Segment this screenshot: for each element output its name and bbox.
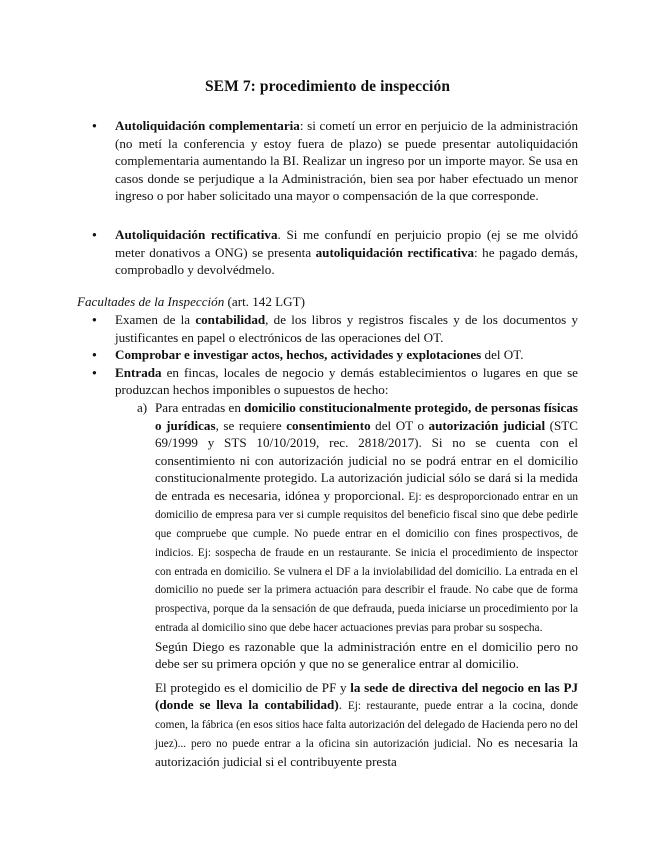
autoliquidacion-list — [115, 117, 578, 279]
list-item: ● Comprobar e investigar actos, hechos, actividades y explotaciones del OT. — [115, 346, 578, 364]
facultades-heading: Facultades de la Inspección (art. 142 LGT) — [77, 294, 305, 309]
example-note: Ej: es desproporcionado entrar en un domicilio de empresa para ver si cumple requisitos del beneficio fiscal sino que debe pedirle que compruebe que cumple. No puede entrar en el domicilio con fines prospectivos, de indicios. Ej: sospecha de fraude en un restaurante. Se inicia el procedimiento de inspector con entrada en domicilio. Se vulnera el DF a la inviolabilidad del domicilio. La entrada en el domicilio no puede ser la primera actuación para describir el fraude. No cabe que de forma prospectiva, porque da la sensación de que defrauda, pueda iniciarse un procedimiento por la entrada al domicilio sino que debe hacer actuaciones previas para probar su sospecha. — [155, 490, 578, 635]
term-rectificativa: Autoliquidación rectificativa — [115, 227, 278, 242]
list-item: ● Entrada en fincas, locales de negocio y demás establecimientos o lugares en que se produzcan hechos imponibles o supuestos de hecho: — [115, 364, 578, 399]
protected-paragraph: El protegido es el domicilio de PF y la sede de directiva del negocio en las PJ (donde se lleva la contabilidad). Ej: restaurante, puede entrar a la cocina, donde comen, la fábrica (en esos sitios hace falta autorización del delegado de Hacienda pero no del juez)... pero no puede entrar a la oficina sin autorización judicial. No es necesaria la autorización judicial si el contribuyente presta — [155, 679, 579, 769]
term-complementaria: Autoliquidación complementaria — [115, 118, 300, 133]
sub-item-paragraph: Para entradas en domicilio constitucionalmente protegido, de personas físicas o jurídicas, se requiere consentimiento del OT o autorización judicial (STC 69/1999 y STS 10/10/2019, rec. 2818/2017). Si no se cuenta con el consentimiento ni con autorización judicial no se podrá entrar en el domicilio constitucionalmente protegido. La autorización judicial sólo se dará si la medida de entrada es necesaria, idónea y proporcional. Ej: es desproporcionado entrar en un domicilio de empresa para ver si cumple requisitos del beneficio fiscal sino que debe pedirle que compruebe que cumple. No puede entrar en el domicilio con fines prospectivos, de indicios. Ej: sospecha de fraude en un restaurante. Se inicia el procedimiento de inspector con entrada en domicilio. Se vulnera el DF a la inviolabilidad del domicilio. La entrada en el domicilio no puede ser la primera actuación para describir el fraude. No cabe que de forma prospectiva, porque da la sensación de que defrauda, pueda iniciarse un procedimiento por la entrada al domicilio sino que debe hacer actuaciones previas para probar su sospecha. — [155, 400, 579, 635]
diego-note: Según Diego es razonable que la administración entre en el domicilio pero no debe ser su primera opción y que no se generalice entrar al domicilio. — [155, 638, 578, 672]
example-note: Ej: restaurante, puede entrar a la cocina, donde comen, la fábrica (en esos sitios hace falta autorización del delegado de Hacienda pero no del juez)... pero no puede entrar a la oficina sin autorización judicial — [155, 700, 579, 750]
list-item: ● Examen de la contabilidad, de los libros y registros fiscales y de los documentos y justificantes en papel o electrónicos de las operaciones del OT. — [115, 311, 578, 346]
list-item: ● Autoliquidación rectificativa. Si me confundí en perjuicio propio (ej se me olvidó meter donativos a ONG) se presenta autoliquidación rectificativa: he pagado demás, comprobadlo y devolvédmelo. — [115, 226, 578, 279]
page-title: SEM 7: procedimiento de inspección — [204, 78, 451, 95]
facultades-list — [115, 311, 578, 399]
sub-item-label: a) — [137, 400, 148, 415]
list-item: ● Autoliquidación complementaria: si cometí un error en perjuicio de la administración (no metí la conferencia y estoy fuera de plazo) se puede presentar autoliquidación complementaria aumentando la BI. Realizar un ingreso por un importe mayor. Se usa en casos donde se perjudique a la Administración, bien sea por haber efectuado un menor ingreso o por haber solicitado una mayor o compensación de la que corresponde. — [115, 117, 578, 224]
sub-item-a — [155, 399, 578, 770]
